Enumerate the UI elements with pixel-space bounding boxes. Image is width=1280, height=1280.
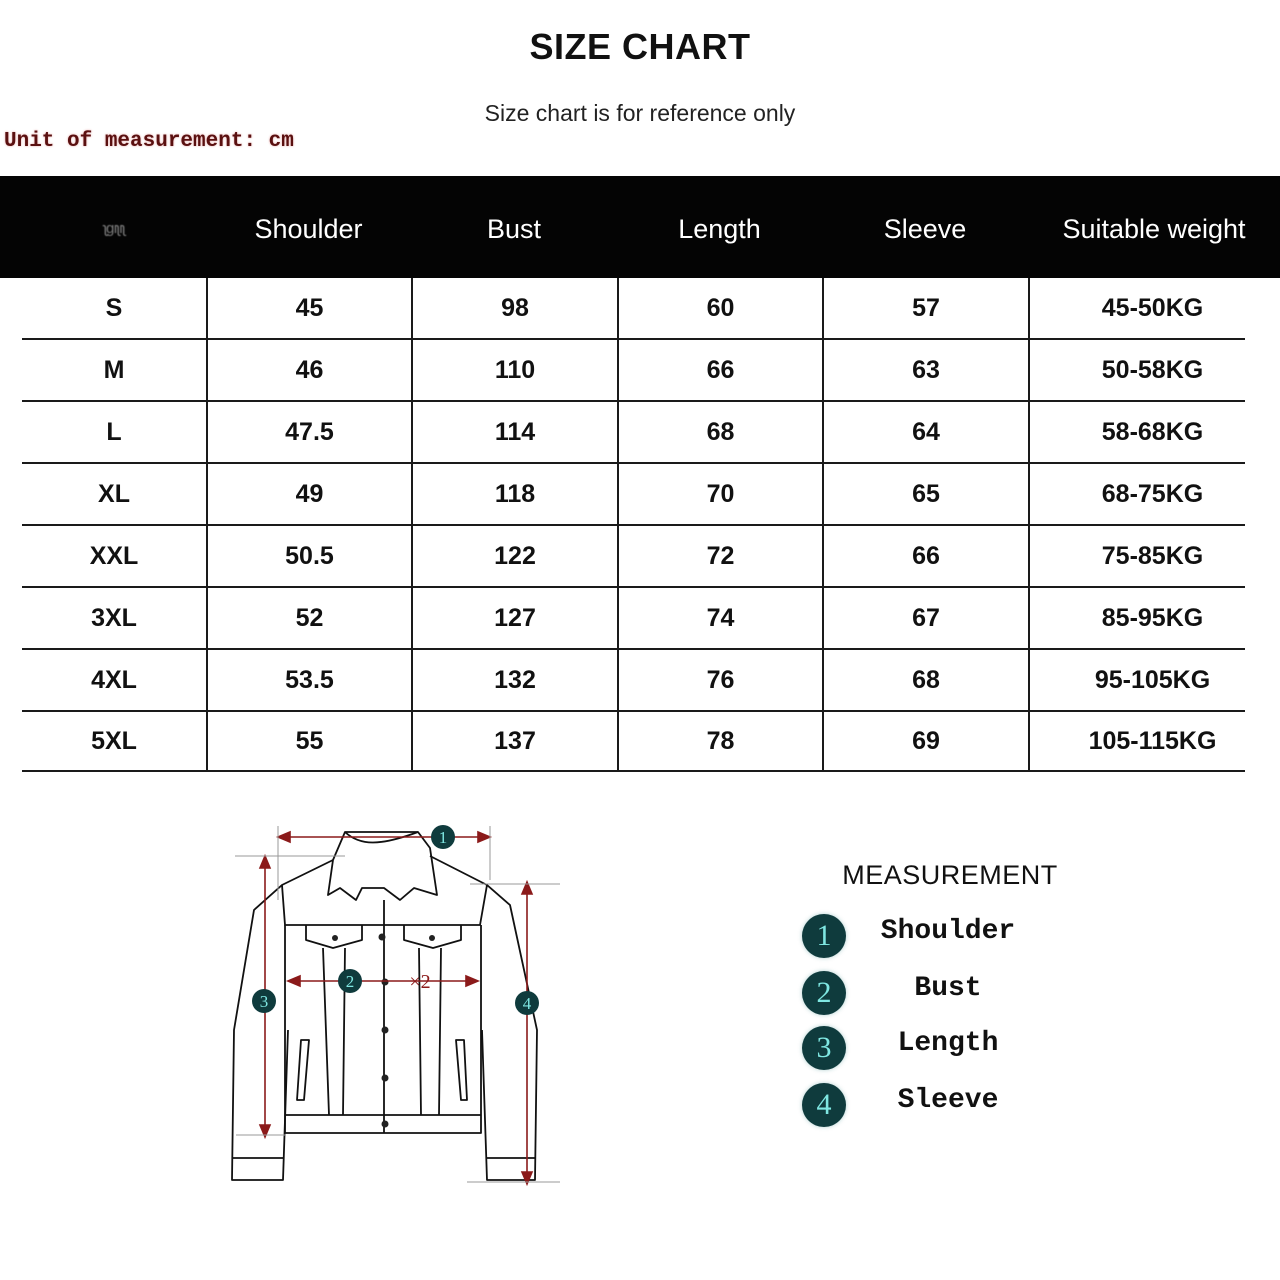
cell-bust: 118: [411, 464, 617, 524]
marker-3-icon: [252, 989, 276, 1013]
cell-bust: 122: [411, 526, 617, 586]
cell-sleeve: 69: [822, 712, 1028, 770]
jacket-diagram: [225, 815, 570, 1195]
svg-text:4: 4: [522, 994, 532, 1013]
cell-length: 70: [617, 464, 822, 524]
column-header-size: ʅɡıʅıʅ: [103, 220, 125, 237]
legend-item-shoulder: [802, 914, 1102, 958]
cell-shoulder: 52: [206, 588, 411, 648]
table-row: [22, 650, 1245, 712]
cell-length: 74: [617, 588, 822, 648]
cell-length: 76: [617, 650, 822, 710]
cell-size: M: [103, 355, 125, 384]
cell-size: XXL: [89, 541, 139, 570]
svg-text:1: 1: [438, 828, 448, 847]
marker-1-icon: [431, 825, 455, 849]
table-row: [22, 464, 1245, 526]
subtitle: Size chart is for reference only: [484, 100, 796, 126]
cell-length: 68: [617, 402, 822, 462]
svg-text:3: 3: [259, 992, 269, 1011]
cell-weight: 58-68KG: [1028, 402, 1245, 462]
column-header-sleeve: Sleeve: [883, 214, 967, 244]
cell-bust: 132: [411, 650, 617, 710]
cell-weight: 45-50KG: [1028, 278, 1245, 338]
legend-item-length: [802, 1026, 1102, 1070]
svg-text:2: 2: [345, 972, 355, 991]
cell-length: 78: [617, 712, 822, 770]
table-row: [22, 340, 1245, 402]
size-table: [22, 278, 1245, 772]
legend-label: Bust: [914, 973, 982, 1004]
cell-bust: 137: [411, 712, 617, 770]
cell-shoulder: 55: [206, 712, 411, 770]
cell-bust: 127: [411, 588, 617, 648]
cell-sleeve: 64: [822, 402, 1028, 462]
cell-shoulder: 45: [206, 278, 411, 338]
cell-shoulder: 50.5: [206, 526, 411, 586]
cell-length: 60: [617, 278, 822, 338]
cell-sleeve: 65: [822, 464, 1028, 524]
column-header-shoulder: Shoulder: [254, 214, 363, 244]
page-title: SIZE CHART: [529, 26, 751, 67]
cell-size: 4XL: [91, 665, 137, 694]
cell-length: 72: [617, 526, 822, 586]
legend-title: MEASUREMENT: [842, 860, 1058, 890]
number-3-icon: 3: [802, 1026, 846, 1070]
legend-label: Sleeve: [897, 1085, 999, 1116]
column-header-suitable-weight: Suitable weight: [1062, 214, 1246, 244]
legend-item-bust: [802, 971, 1102, 1015]
cell-size: 3XL: [91, 603, 137, 632]
cell-shoulder: 47.5: [206, 402, 411, 462]
table-row: [22, 402, 1245, 464]
cell-shoulder: 53.5: [206, 650, 411, 710]
legend-label: Shoulder: [880, 916, 1016, 947]
cell-bust: 110: [411, 340, 617, 400]
cell-bust: 98: [411, 278, 617, 338]
cell-weight: 50-58KG: [1028, 340, 1245, 400]
cell-bust: 114: [411, 402, 617, 462]
cell-shoulder: 49: [206, 464, 411, 524]
cell-weight: 75-85KG: [1028, 526, 1245, 586]
cell-sleeve: 67: [822, 588, 1028, 648]
cell-size: 5XL: [91, 726, 137, 755]
table-row: [22, 588, 1245, 650]
cell-sleeve: 66: [822, 526, 1028, 586]
cell-weight: 85-95KG: [1028, 588, 1245, 648]
unit-of-measurement: Unit of measurement: cm: [4, 130, 294, 153]
marker-2-icon: [338, 969, 362, 993]
table-header: [0, 176, 1280, 278]
cell-sleeve: 57: [822, 278, 1028, 338]
table-row: [22, 712, 1245, 772]
number-4-icon: 4: [802, 1083, 846, 1127]
cell-sleeve: 68: [822, 650, 1028, 710]
cell-size: S: [105, 293, 123, 322]
cell-sleeve: 63: [822, 340, 1028, 400]
legend-item-sleeve: [802, 1083, 1102, 1127]
cell-length: 66: [617, 340, 822, 400]
bust-multiplier-label: ×2: [409, 971, 431, 993]
cell-shoulder: 46: [206, 340, 411, 400]
cell-weight: 68-75KG: [1028, 464, 1245, 524]
table-row: [22, 278, 1245, 340]
column-header-bust: Bust: [486, 214, 542, 244]
legend-label: Length: [897, 1028, 999, 1059]
cell-size: L: [106, 417, 122, 446]
cell-weight: 95-105KG: [1028, 650, 1245, 710]
cell-weight: 105-115KG: [1028, 712, 1245, 770]
number-1-icon: 1: [802, 914, 846, 958]
marker-4-icon: [515, 991, 539, 1015]
cell-size: XL: [98, 479, 130, 508]
table-row: [22, 526, 1245, 588]
number-2-icon: 2: [802, 971, 846, 1015]
column-header-length: Length: [678, 214, 761, 244]
